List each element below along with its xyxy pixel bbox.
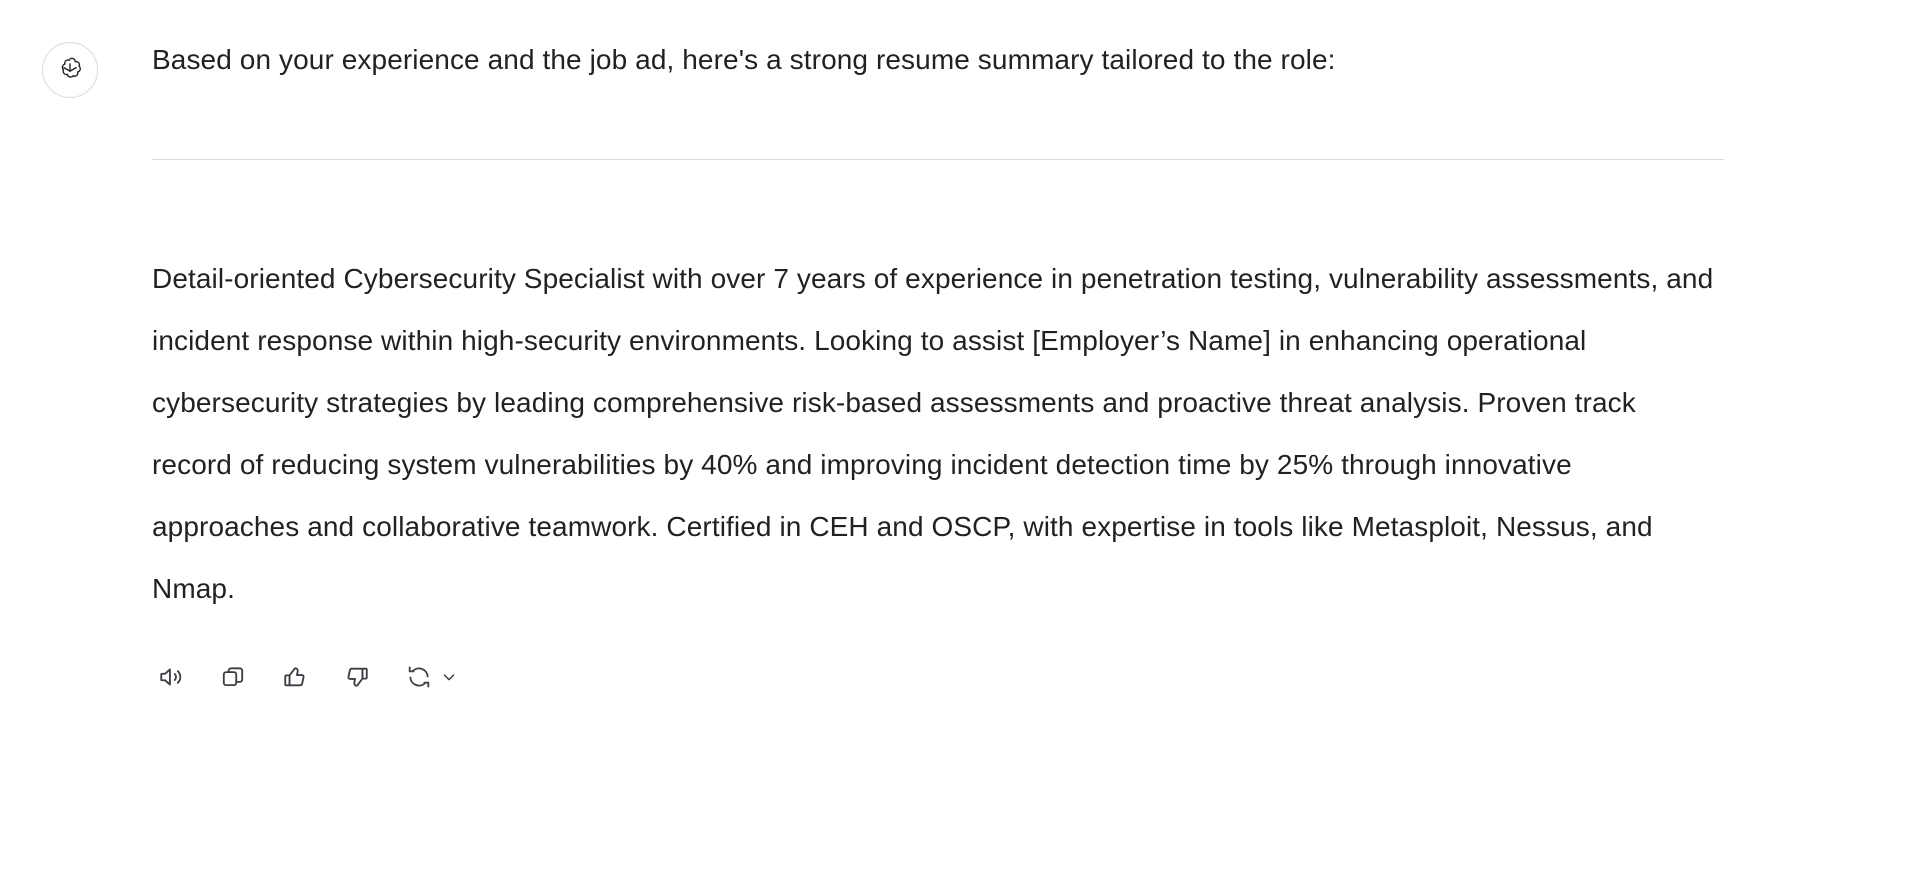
thumbs-down-icon[interactable] xyxy=(340,660,374,694)
thumbs-up-icon[interactable] xyxy=(278,660,312,694)
message-content xyxy=(128,30,1728,694)
section-divider xyxy=(152,159,1724,160)
openai-logo-icon xyxy=(42,42,98,98)
resume-summary-block xyxy=(152,248,1722,620)
speaker-icon[interactable] xyxy=(154,660,188,694)
resume-summary-paragraph: Detail-oriented Cybersecurity Specialist with over 7 years of experience in penetration testing, vulnerability assessments, and incident response within high-security environments. Looking to assist [Employer’s Name] in enhancing operational cybersecurity strategies by leading comprehensive risk-based assessments and proactive threat analysis. Proven track record of reducing system vulnerabilities by 40% and improving incident detection time by 25% through innovative approaches and collaborative teamwork. Certified in CEH and OSCP, with expertise in tools like Metasploit, Nessus, and Nmap. xyxy=(152,262,1714,604)
message-action-bar xyxy=(154,660,1728,694)
copy-icon[interactable] xyxy=(216,660,250,694)
regenerate-group xyxy=(402,660,460,694)
refresh-icon[interactable] xyxy=(402,660,436,694)
intro-text: Based on your experience and the job ad, here's a strong resume summary tailored to the role: xyxy=(152,44,1336,75)
chevron-down-icon[interactable] xyxy=(438,666,460,688)
